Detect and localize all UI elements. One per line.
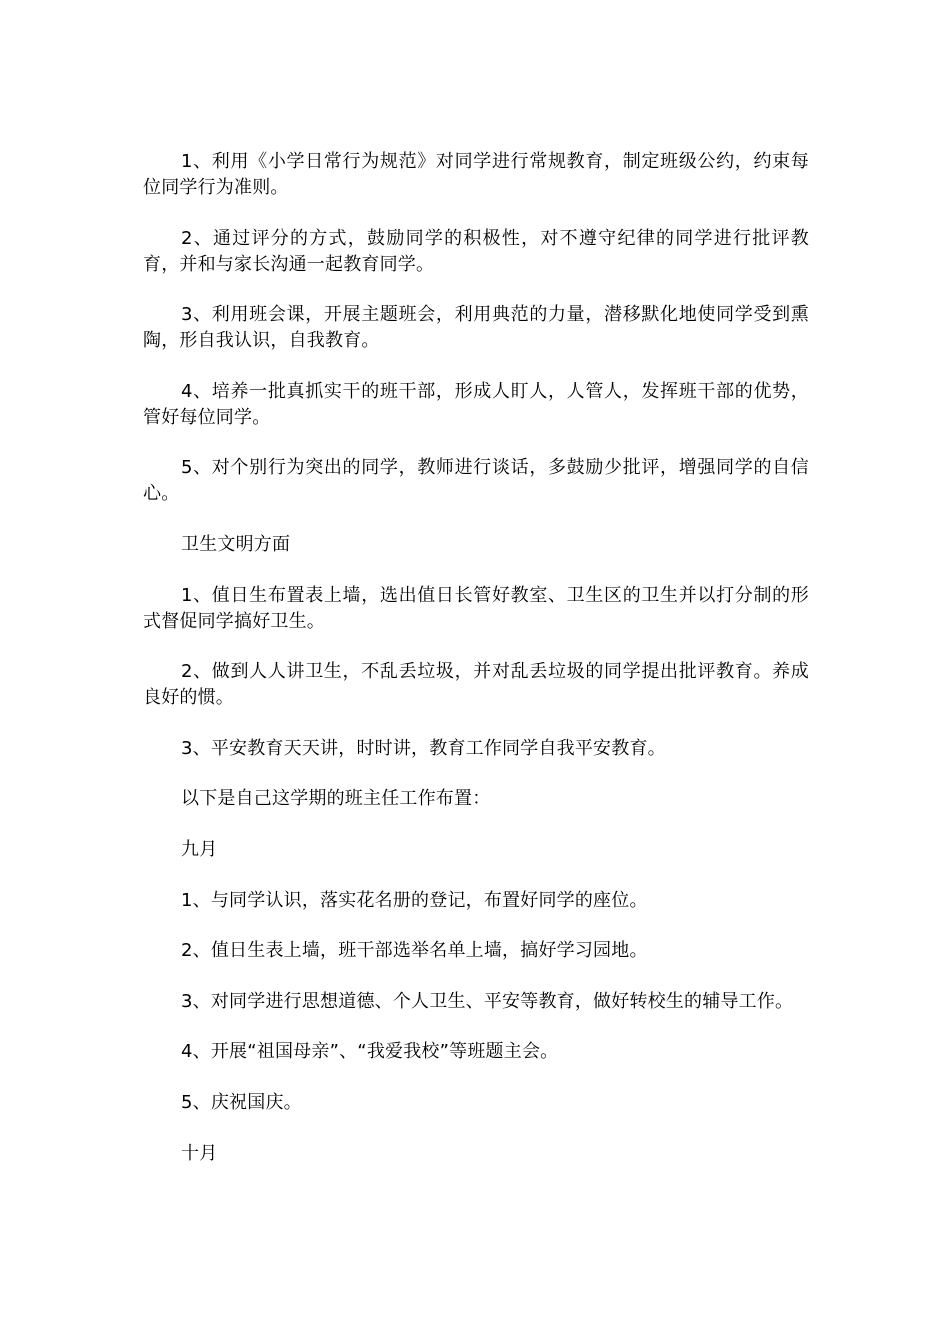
paragraph-14: 5、庆祝国庆。 (181, 1091, 302, 1113)
paragraph-3: 3、利用班会课，开展主题班会，利用典范的力量，潜移默化地使同学受到熏陶，形自我认识，自我教育。 (143, 304, 809, 352)
paragraph-4: 4、培养一批真抓实干的班干部，形成人盯人，人管人，发挥班干部的优势，管好每位同学。 (143, 380, 809, 428)
month-heading-october: 十月 (181, 1142, 218, 1164)
paragraph-10: 1、与同学认识，落实花名册的登记，布置好同学的座位。 (181, 889, 648, 911)
document-body (143, 149, 809, 1191)
paragraph-5: 5、对个别行为突出的同学，教师进行谈话，多鼓励少批评，增强同学的自信心。 (143, 457, 809, 505)
paragraph-2: 2、通过评分的方式，鼓励同学的积极性，对不遵守纪律的同学进行批评教育，并和与家长沟通一起教育同学。 (143, 227, 809, 275)
paragraph-8: 3、平安教育天天讲，时时讲，教育工作同学自我平安教育。 (181, 737, 666, 759)
section-heading-hygiene: 卫生文明方面 (181, 533, 291, 555)
paragraph-9: 以下是自己这学期的班主任工作布置： (181, 788, 491, 810)
paragraph-7: 2、做到人人讲卫生，不乱丢垃圾，并对乱丢垃圾的同学提出批评教育。养成良好的惯。 (143, 661, 809, 709)
paragraph-1: 1、利用《小学日常行为规范》对同学进行常规教育，制定班级公约，约束每位同学行为准则。 (143, 151, 809, 198)
paragraph-6: 1、值日生布置表上墙，选出值日长管好教室、卫生区的卫生并以打分制的形式督促同学搞好卫生。 (143, 584, 809, 632)
month-heading-september: 九月 (181, 838, 218, 860)
paragraph-13: 4、开展“祖国母亲”、“我爱我校”等班题主会。 (181, 1041, 559, 1063)
paragraph-12: 3、对同学进行思想道德、个人卫生、平安等教育，做好转校生的辅导工作。 (181, 990, 794, 1012)
paragraph-11: 2、值日生表上墙，班干部选举名单上墙，搞好学习园地。 (181, 940, 648, 962)
